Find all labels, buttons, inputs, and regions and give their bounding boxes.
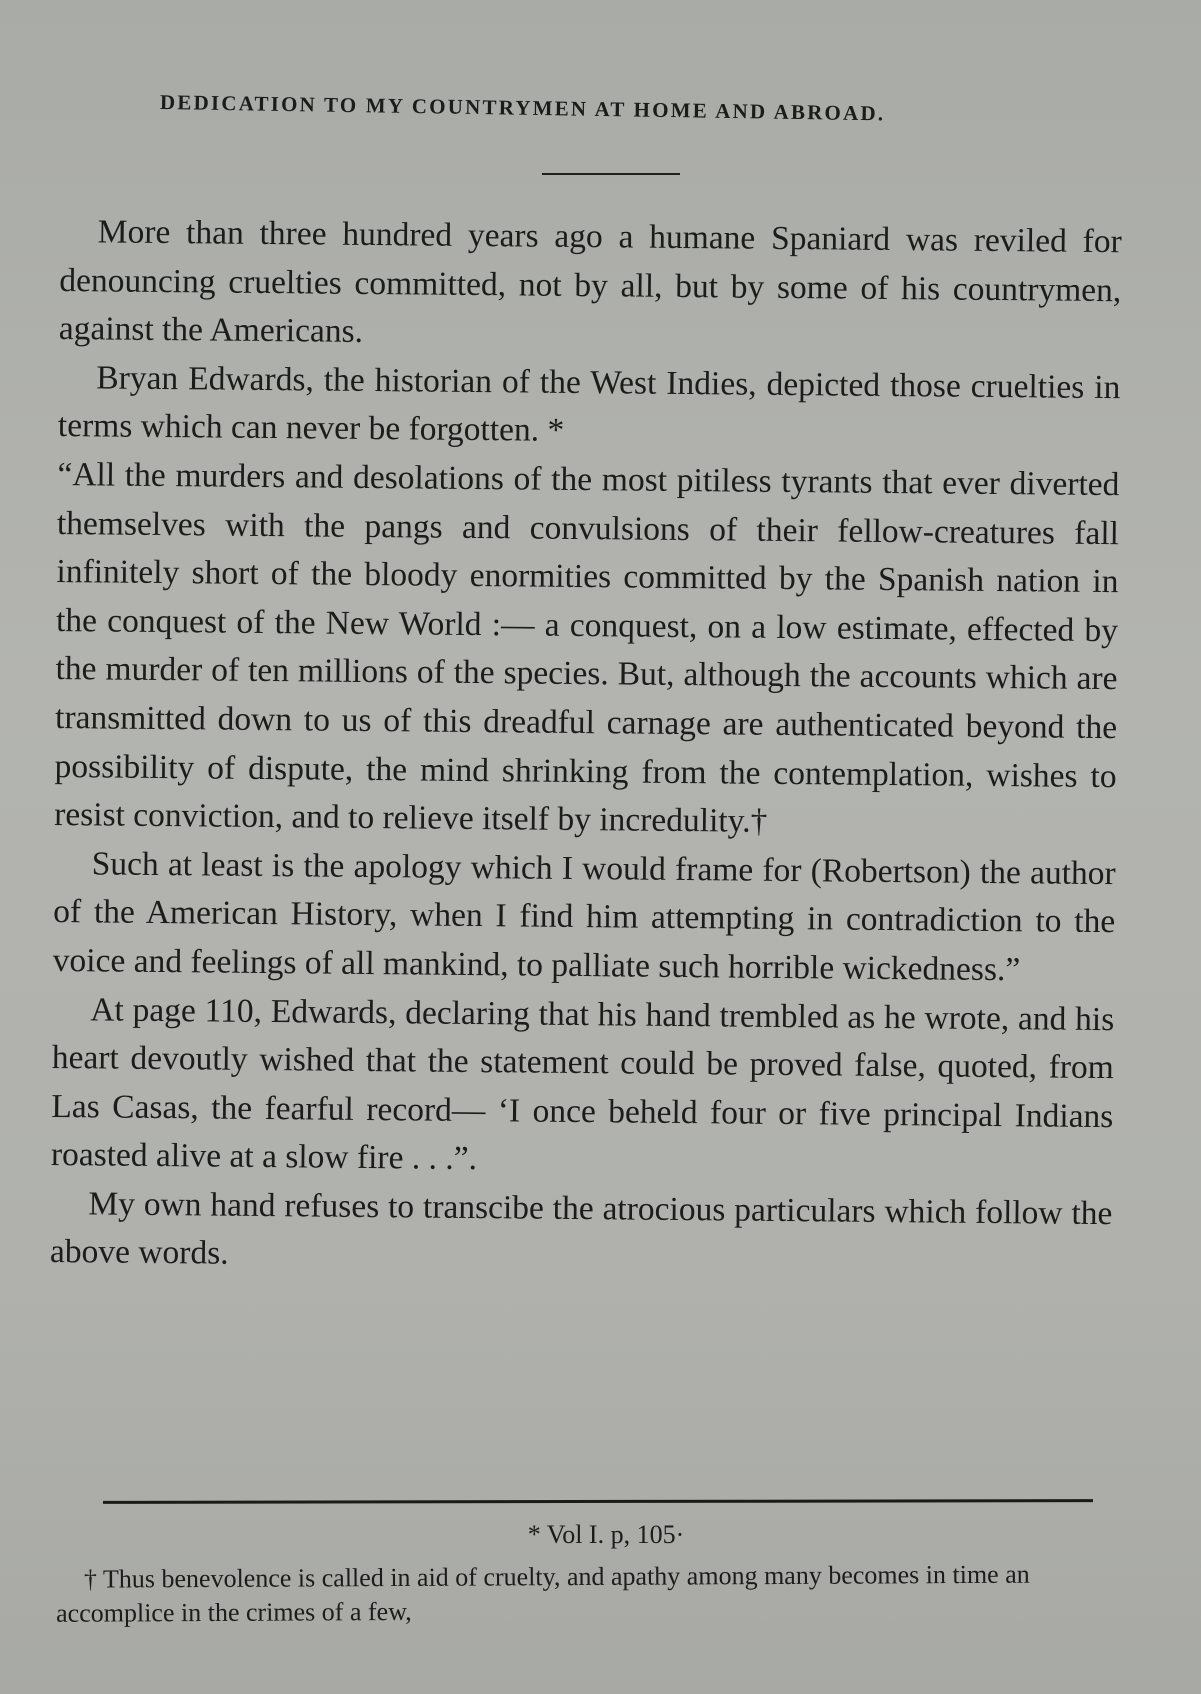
footnote-rule xyxy=(103,1499,1093,1504)
quotation-paragraph: “All the murders and desolations of the most pitiless tyrants that ever diverted themselves with the pangs and convulsions of their fellow-creatures fall infinitely short of the bloody enormities committed by the Spanish nation in the conquest of the New World :— a conquest, on a low estimate, effected by the murder of ten millions of the species. But, although the accounts which are transmitted down to us of this dreadful carnage are authenticated beyond the possibility of dispute, the mind shrinking from the contemplation, wishes to resist conviction, and to relieve itself by incredulity.† xyxy=(53,455,1120,840)
paragraph: Such at least is the apology which I would frame for (Robertson) the author of the American History, when I find him attempting in contradiction to the voice and feelings of all mankind, to palliate such horrible wickedness.” xyxy=(52,845,1116,989)
body-text xyxy=(50,208,1122,1287)
page-header: DEDICATION TO MY COUNTRYMEN AT HOME AND ABROAD. xyxy=(159,90,886,126)
header-rule xyxy=(542,173,680,175)
footnotes xyxy=(56,1518,1116,1628)
paragraph: At page 110, Edwards, declaring that his hand trembled as he wrote, and his heart devoutly wished that the statement could be proved false, quoted, from Las Casas, the fearful record— ‘I once beheld four or five principal Indians roasted alive at a slow fire . . .”. xyxy=(50,990,1115,1178)
footnote-dagger: † Thus benevolence is called in aid of cruelty, and apathy among many becomes in time an accomplice in the crimes of a few, xyxy=(56,1559,1030,1628)
footnote-asterisk: * Vol I. p, 105· xyxy=(527,1520,685,1549)
paragraph: More than three hundred years ago a humane Spaniard was reviled for denouncing cruelties committed, not by all, but by some of his countrymen, against the Americans. xyxy=(58,213,1122,351)
paragraph: My own hand refuses to transcibe the atrocious particulars which follow the above words. xyxy=(49,1185,1113,1273)
paragraph: Bryan Edwards, the historian of the West Indies, depicted those cruelties in terms which can never be forgotten. * xyxy=(57,359,1121,450)
